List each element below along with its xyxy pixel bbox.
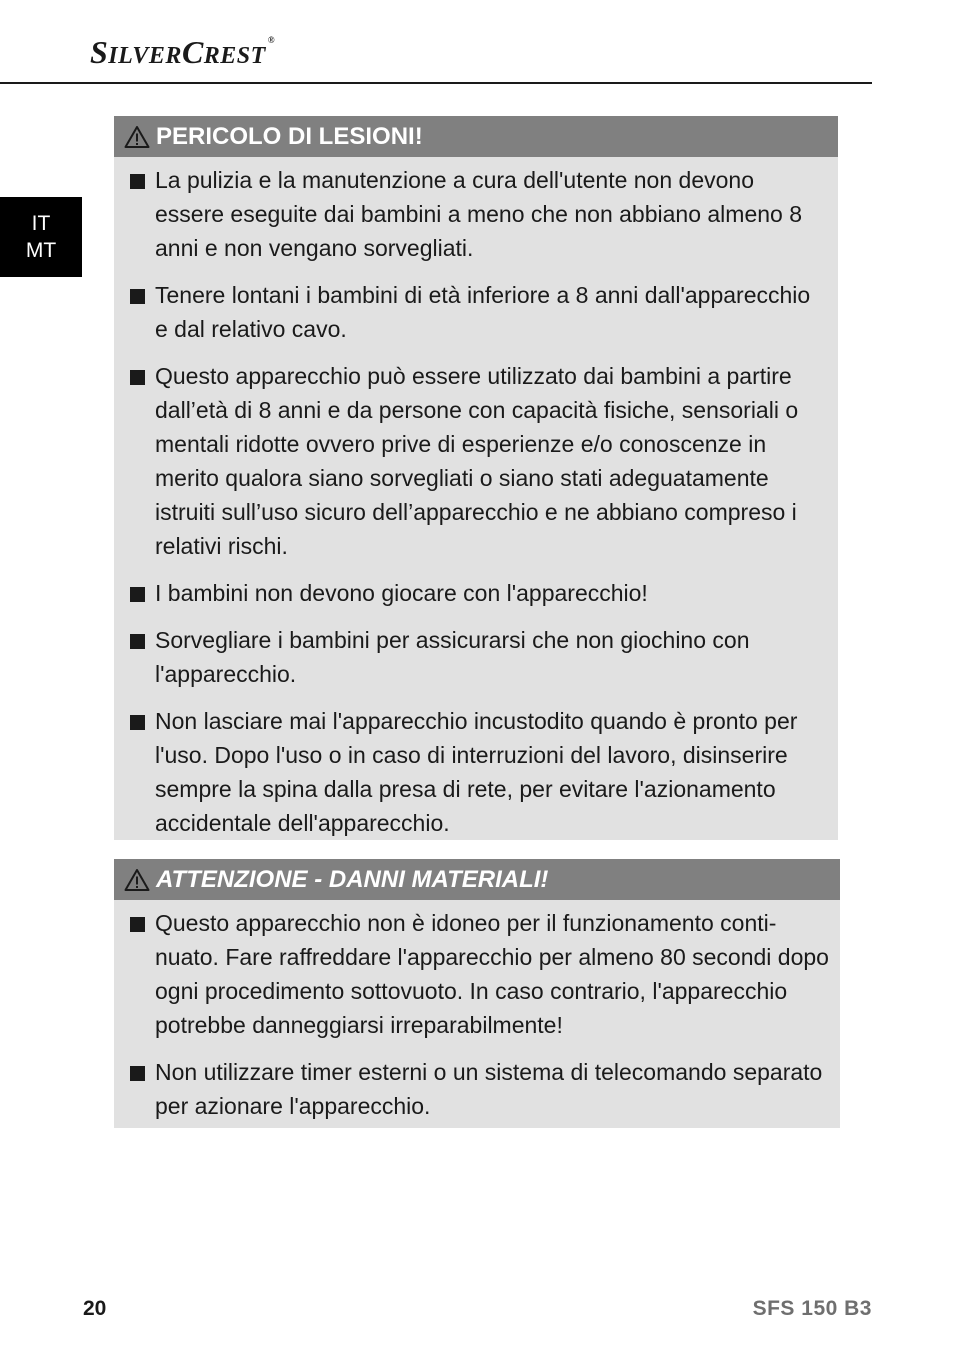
- list-item: [130, 704, 828, 840]
- damage-warning-list: [114, 900, 840, 1123]
- language-code-it: IT: [31, 212, 51, 235]
- square-bullet-icon: [130, 917, 145, 932]
- logo-text-rest: REST: [203, 43, 266, 69]
- list-item-text: Non utilizzare timer esterni o un sistema di telecomando separato per azionare l'apparecchio.: [155, 1059, 823, 1119]
- logo-text-ilver: ILVER: [108, 43, 182, 69]
- injury-warning-header: [114, 116, 838, 157]
- square-bullet-icon: [130, 1066, 145, 1081]
- list-item-text: La pulizia e la manutenzione a cura dell'utente non devono essere eseguite dai bambini a meno che non abbiano almeno 8 anni e non vengano sorvegliati.: [155, 167, 802, 261]
- warning-triangle-icon: [124, 868, 150, 892]
- damage-warning-box: [114, 859, 840, 1128]
- logo-letter-c: C: [181, 34, 204, 70]
- list-item: [130, 163, 828, 265]
- list-item: [130, 576, 828, 610]
- list-item-text: Questo apparecchio può essere utilizzato dai bambini a partire dall’età di 8 anni e da persone con capacità fisiche, sensoriali o mentali ridotte ovvero prive di esperienze e/o conoscenze in merito qualora siano sorvegliati o siano stati adeguatamente istruiti sull’uso sicuro dell’apparecchio e ne abbiano compreso i relativi rischi.: [155, 363, 799, 559]
- page-number: 20: [83, 1297, 107, 1320]
- logo-letter-s: S: [90, 34, 109, 70]
- damage-warning-header: [114, 859, 840, 900]
- warning-triangle-icon: [124, 125, 150, 149]
- square-bullet-icon: [130, 174, 145, 189]
- list-item: [130, 1055, 830, 1123]
- list-item: [130, 278, 828, 346]
- list-item-text: Questo apparecchio non è idoneo per il funzionamento continuato. Fare raffreddare l'apparecchio per almeno 80 secondi dopo ogni procedimento sottovuoto. In caso contrario, l'apparecchio potrebbe danneggiarsi irreparabilmente!: [155, 910, 829, 1038]
- injury-warning-title: PERICOLO DI LESIONI!: [156, 122, 423, 150]
- language-code-mt: MT: [25, 239, 57, 262]
- square-bullet-icon: [130, 634, 145, 649]
- square-bullet-icon: [130, 715, 145, 730]
- list-item-text: Tenere lontani i bambini di età inferiore a 8 anni dall'apparecchio e dal relativo cavo.: [155, 282, 811, 342]
- list-item-text: Sorvegliare i bambini per assicurarsi che non giochino con l'apparecchio.: [155, 627, 750, 687]
- square-bullet-icon: [130, 289, 145, 304]
- list-item: [130, 623, 828, 691]
- square-bullet-icon: [130, 370, 145, 385]
- list-item-text: I bambini non devono giocare con l'apparecchio!: [155, 580, 648, 606]
- damage-warning-title: ATTENZIONE - DANNI MATERIALI!: [156, 865, 549, 893]
- brand-logo: [90, 36, 275, 68]
- language-tab: [0, 197, 82, 277]
- injury-warning-list: [114, 157, 838, 840]
- header-rule: [0, 82, 872, 84]
- list-item-text: Non lasciare mai l'apparecchio incustodito quando è pronto per l'uso. Dopo l'uso o in caso di interruzioni del lavoro, disinserire sempre la spina dalla presa di rete, per evitare l'azionamento accidentale dell'apparecchio.: [155, 708, 798, 836]
- square-bullet-icon: [130, 587, 145, 602]
- injury-warning-box: [114, 116, 838, 840]
- list-item: [130, 359, 828, 563]
- registered-mark: ®: [267, 35, 276, 45]
- list-item: [130, 906, 830, 1042]
- model-number: SFS 150 B3: [752, 1297, 872, 1320]
